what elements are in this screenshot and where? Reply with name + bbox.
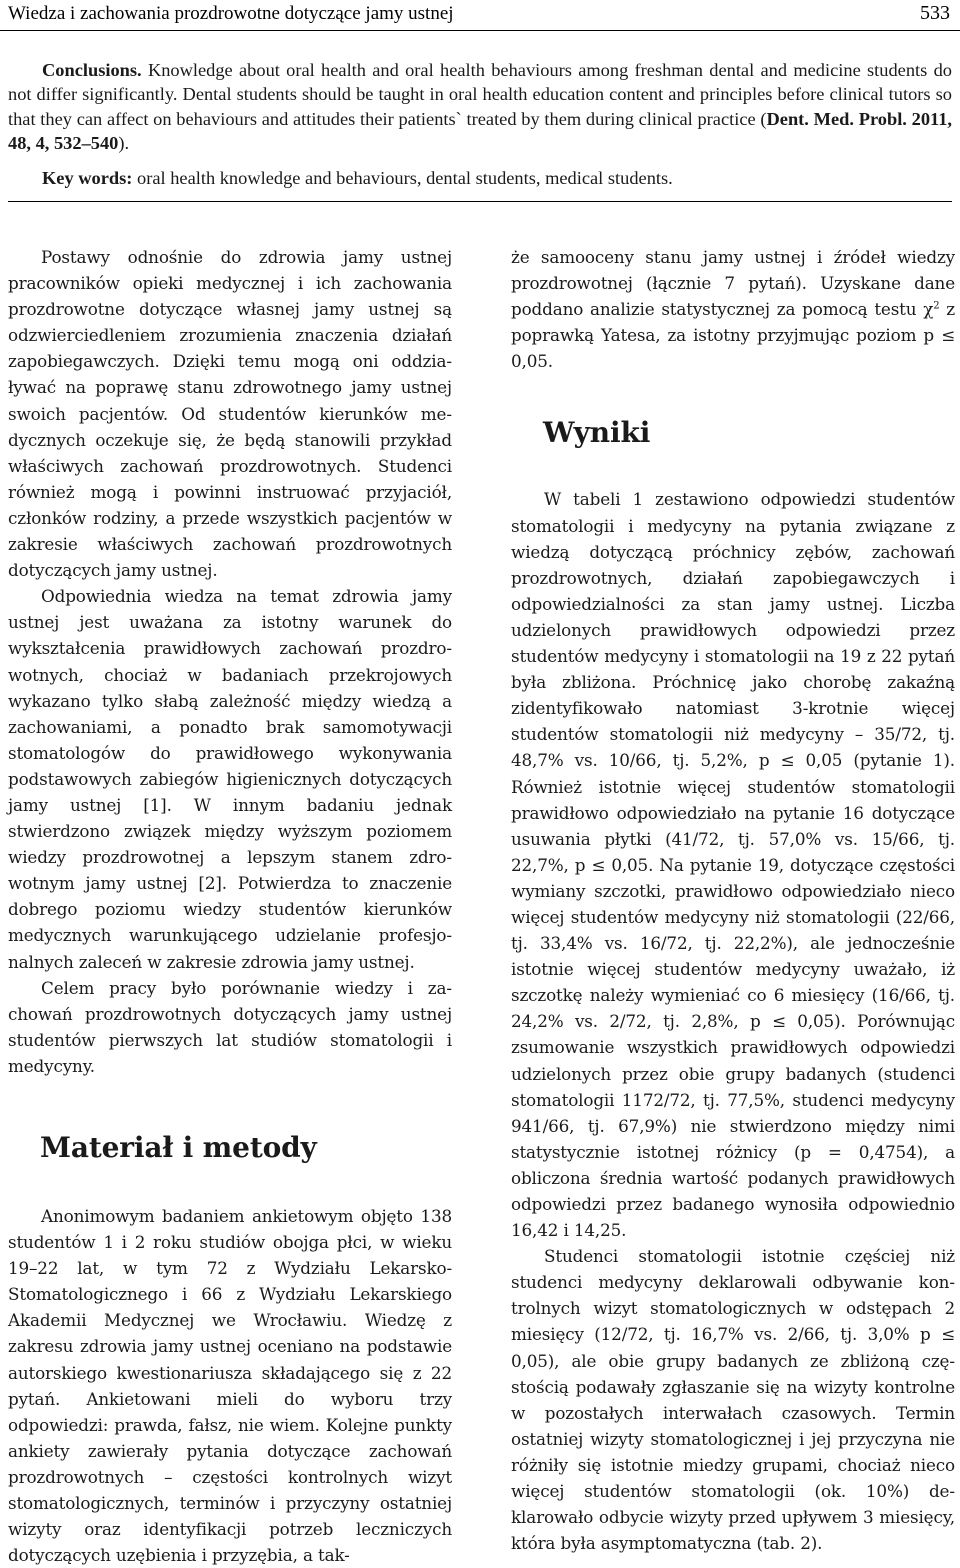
section-divider [8,201,952,202]
running-header [0,0,960,31]
left-column [8,244,452,1568]
methods-continuation-end: z poprawką Yatesa, za istotny przyjmując poziom p ≤ 0,05. [511,299,955,372]
running-title: Wiedza i zachowania prozdrowotne dotyczące jamy ustnej [8,3,454,24]
conclusions-paragraph [8,58,952,156]
results-paragraph-1: W tabeli 1 zestawiono odpowiedzi studentów stomatologii i medycyny na pytania związane z wiedzą dotyczącą próchnicy zębów, zachowań prozdrowotnych, działań zapobiegawczych i odpowiedzialności za stan jamy ustnej. Liczba udzielonych prawidłowych odpowiedzi przez studentów medycyny i stomatologii na 19 z 22 pytań była zbliżona. Próchnicę jako chorobę zakaźną zidentyfikowało natomiast 3-krotnie więcej studentów stomatologii niż medycyny – 35/72, tj. 48,7% vs. 10/66, tj. 5,2%, p ≤ 0,05 (pytanie 1). Również istotnie więcej studentów stomatologii prawidłowo odpowiedziało na pytanie 16 dotyczące usuwania płytki (41/72, tj. 57,0% vs. 15/66, tj. 22,7%, p ≤ 0,05. Na pytanie 19, dotyczące częstości wymiany szczotki, prawidłowo odpowiedziało nieco więcej studentów medycyny niż stomatologii (22/66, tj. 33,4% vs. 16/72, tj. 22,2%), ale jednocześnie istotnie więcej studentów medycyny uważało, iż szczotkę należy wymieniać co 6 miesięcy (16/66, tj. 24,2% vs. 2/72, tj. 2,8%, p ≤ 0,05). Porównując zsumowanie wszystkich prawidłowych odpowiedzi udzielonych przez obie grupy badanych (studenci stomatologii 1172/72, tj. 77,5%, studenci medycyny 941/66, tj. 67,9%) nie stwierdzono między nimi statystycznie istotnej różnicy (p = 0,4754), a obliczona średnia wartość podanych prawidłowych odpowiedzi przez badanego wynosiła odpowiednio 16,42 i 14,25. [511,489,955,1241]
methods-paragraph: Anonimowym badaniem ankietowym objęto 138 studentów 1 i 2 roku studiów obojga płci, w wieku 19–22 lat, w tym 72 z Wydziału Lekarsko-Stomatologicznego i 66 z Wydziału Lekarskiego Akademii Medycznej we Wrocławiu. Wiedzę z zakresu zdrowia jamy ustnej oceniano na podstawie autorskiego kwestionariusza składającego się z 22 pytań. Ankietowani mieli do wyboru trzy odpowiedzi: prawda, fałsz, nie wiem. Kolejne punkty ankiety zawierały pytania dotyczące zachowań prozdrowotnych – częstości kontrolnych wizyt stomatologicznych, terminów i przyczyny ostatniej wizyty oraz identyfikacji potrzeb leczniczych dotyczących uzębienia i przyzębia, a tak- [8,1206,452,1566]
results-heading: Wyniki [543,416,651,450]
intro-paragraph-1: Postawy odnośnie do zdrowia jamy ustnej pracowników opieki medycznej i ich zachowania prozdrowotne dotyczące własnej jamy ustnej są odzwierciedleniem zrozumienia znaczenia działań zapobiegawczych. Dzięki temu mogą oni oddziaływać na poprawę stanu zdrowotnego jamy ustnej swoich pacjentów. Od studentów kierunków medycznych oczekuje się, że będą stanowili przykład właściwych zachowań prozdrowotnych. Studenci również mogą i powinni instruować przyjaciół, członków rodziny, a przede wszystkich pacjentów w zakresie właściwych zachowań prozdrowotnych dotyczących jamy ustnej. [8,247,452,581]
keywords [8,166,952,190]
citation: Dent. Med. Probl. 2011, 48, 4, 532–540 [8,108,952,154]
intro-paragraph-2: Odpowiednia wiedza na temat zdrowia jamy ustnej jest uważana za istotny warunek do wykształcenia prawidłowych zachowań prozdrowotnych, chociaż w badaniach przekrojowych wykazano tylko słabą zależność między wiedzą a zachowaniami, a ponadto brak samomotywacji stomatologów do prawidłowego wykonywania podstawowych zabiegów higienicznych dotyczących jamy ustnej [1]. W innym badaniu jednak stwierdzono związek między wyższym poziomem wiedzy prozdrowotnej a lepszym stanem zdrowotnym jamy ustnej [2]. Potwierdza to znaczenie dobrego poziomu wiedzy studentów kierunków medycznych warunkującego udzielanie profesjonalnych zaleceń w zakresie zdrowia jamy ustnej. [8,586,452,972]
citation-close: ). [118,133,130,154]
methods-heading: Materiał i metody [40,1131,317,1164]
methods-continuation [511,244,955,374]
keywords-label: Key words: [42,168,133,188]
methods-continuation-text: że samooceny stanu jamy ustnej i źródeł wiedzy prozdrowotnej (łącznie 7 pytań). Uzyskane dane poddano analizie statystycznej za pomocą testu χ [511,247,955,320]
conclusions-text: Knowledge about oral health and oral health behaviours among freshman dental and medicine students do not differ significantly. Dental students should be taught in oral health education content and principles before clinical tutors so that they can affect on behaviours and attitudes their patients` treated by them during clinical practice ( [8,60,952,129]
results-paragraph-2: Studenci stomatologii istotnie częściej niż studenci medycyny deklarowali odbywanie kontrolnych wizyt stomatologicznych w odstępach 2 miesięcy (12/72, tj. 16,7% vs. 2/66, tj. 3,0% p ≤ 0,05), ale obie grupy badanych ze zbliżoną częstością podawały zgłaszanie się na wizyty kontrolne w pozostałych interwałach czasowych. Termin ostatniej wizyty stomatologicznej i jej przyczyna nie różniły się istotnie miedzy grupami, chociaż nieco więcej studentów stomatologii (ok. 10%) deklarowało odbycie wizyty przed upływem 3 miesięcy, która była asymptomatyczna (tab. 2). [511,1246,955,1554]
chi-square-exponent: 2 [933,300,940,312]
abstract-conclusions [8,58,952,156]
page-number: 533 [920,2,950,24]
intro-paragraph-3: Celem pracy było porównanie wiedzy i zachowań prozdrowotnych dotyczących jamy ustnej studentów pierwszych lat studiów stomatologii i medycyny. [8,977,452,1076]
keywords-text: oral health knowledge and behaviours, dental students, medical students. [132,168,673,188]
conclusions-label: Conclusions. [42,60,142,80]
right-column [511,244,955,1556]
